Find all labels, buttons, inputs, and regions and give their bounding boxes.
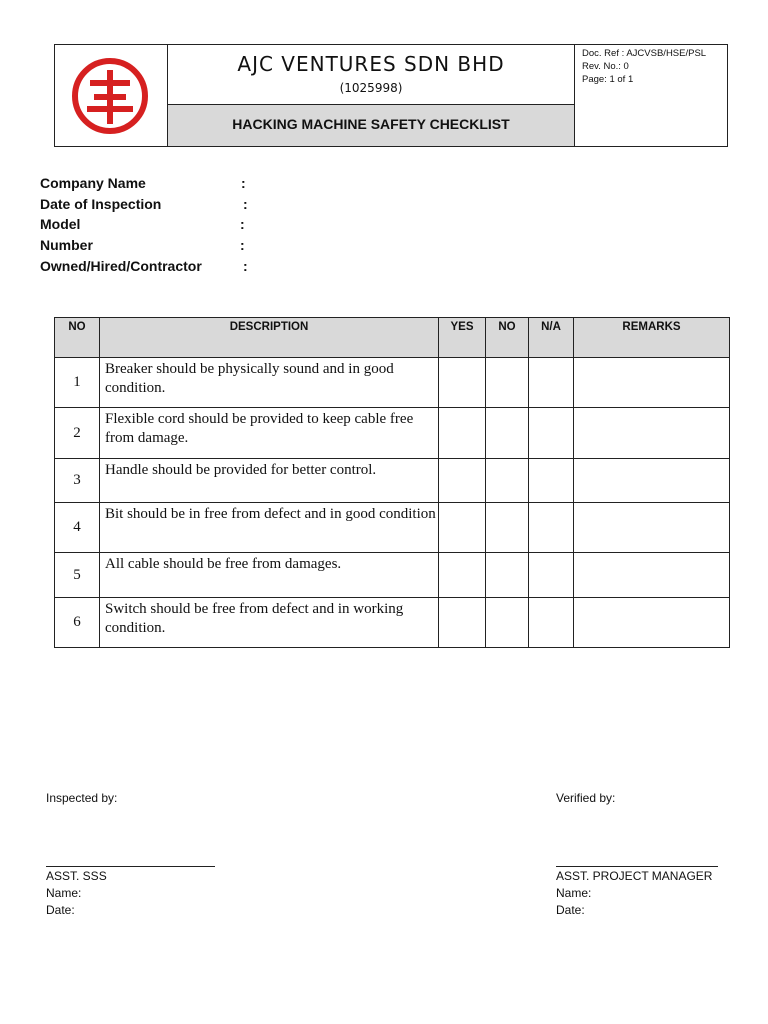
no-cell[interactable] [486, 358, 529, 408]
row-number: 5 [55, 553, 100, 598]
field-number [40, 235, 260, 255]
field-owned-hired-contractor [40, 256, 260, 276]
row-description: Handle should be provided for better control. [100, 459, 439, 503]
inspector-date-label: Date: [46, 903, 75, 917]
checklist-table [54, 317, 730, 648]
document-reference [574, 45, 727, 146]
inspected-by-heading: Inspected by: [46, 791, 118, 805]
table-row [55, 358, 730, 408]
inspector-signature-line [46, 866, 215, 867]
yes-cell[interactable] [439, 503, 486, 553]
verified-by-heading: Verified by: [556, 791, 616, 805]
header-yes: YES [439, 318, 486, 358]
field-label: Owned/Hired/Contractor [40, 258, 202, 274]
yes-cell[interactable] [439, 408, 486, 459]
row-description: Flexible cord should be provided to keep cable free from damage. [100, 408, 439, 459]
row-number: 2 [55, 408, 100, 459]
remarks-cell[interactable] [574, 459, 730, 503]
no-cell[interactable] [486, 553, 529, 598]
row-number: 4 [55, 503, 100, 553]
yes-cell[interactable] [439, 553, 486, 598]
na-cell[interactable] [529, 408, 574, 459]
inspector-block [46, 868, 107, 919]
na-cell[interactable] [529, 459, 574, 503]
no-cell[interactable] [486, 503, 529, 553]
yes-cell[interactable] [439, 598, 486, 648]
field-colon: : [240, 216, 245, 232]
field-label: Model [40, 216, 81, 232]
field-company-name [40, 173, 260, 193]
na-cell[interactable] [529, 503, 574, 553]
na-cell[interactable] [529, 358, 574, 408]
remarks-cell[interactable] [574, 408, 730, 459]
inspector-name-label: Name: [46, 886, 82, 900]
row-number: 6 [55, 598, 100, 648]
row-number: 3 [55, 459, 100, 503]
field-date-of-inspection [40, 194, 260, 214]
table-header-row [55, 318, 730, 358]
row-description: Bit should be in free from defect and in good condition [100, 503, 439, 553]
no-cell[interactable] [486, 408, 529, 459]
table-row [55, 553, 730, 598]
field-colon: : [240, 237, 245, 253]
remarks-cell[interactable] [574, 503, 730, 553]
na-cell[interactable] [529, 553, 574, 598]
verifier-role: ASST. PROJECT MANAGER [556, 869, 713, 883]
remarks-cell[interactable] [574, 358, 730, 408]
inspector-role: ASST. SSS [46, 869, 107, 883]
remarks-cell[interactable] [574, 598, 730, 648]
verifier-signature-line [556, 866, 718, 867]
header-remarks: REMARKS [574, 318, 730, 358]
field-colon: : [243, 258, 248, 274]
field-model [40, 214, 260, 234]
table-row [55, 408, 730, 459]
verifier-name-label: Name: [556, 886, 592, 900]
verifier-date-label: Date: [556, 903, 585, 917]
field-colon: : [243, 196, 248, 212]
header-no-answer: NO [486, 318, 529, 358]
remarks-cell[interactable] [574, 553, 730, 598]
doc-ref: Doc. Ref : AJCVSB/HSE/PSL [582, 48, 707, 59]
company-registration: (1025998) [339, 81, 403, 95]
header-description: DESCRIPTION [100, 318, 439, 358]
row-description: Switch should be free from defect and in working condition. [100, 598, 439, 648]
field-label: Company Name [40, 175, 146, 191]
no-cell[interactable] [486, 598, 529, 648]
na-cell[interactable] [529, 598, 574, 648]
header-no: NO [55, 318, 100, 358]
company-name: AJC VENTURES SDN BHD [237, 52, 505, 76]
field-colon: : [241, 175, 246, 191]
no-cell[interactable] [486, 459, 529, 503]
document-title: HACKING MACHINE SAFETY CHECKLIST [168, 105, 574, 146]
header-na: N/A [529, 318, 574, 358]
page-number: Page: 1 of 1 [582, 74, 634, 85]
yes-cell[interactable] [439, 358, 486, 408]
row-number: 1 [55, 358, 100, 408]
field-label: Date of Inspection [40, 196, 162, 212]
table-row [55, 459, 730, 503]
table-row [55, 503, 730, 553]
row-description: All cable should be free from damages. [100, 553, 439, 598]
document-header [54, 44, 728, 147]
row-description: Breaker should be physically sound and in good condition. [100, 358, 439, 408]
verifier-block [556, 868, 712, 919]
table-row [55, 598, 730, 648]
logo-cell [55, 45, 168, 146]
company-logo-icon [70, 56, 150, 136]
yes-cell[interactable] [439, 459, 486, 503]
company-cell [168, 45, 574, 105]
field-label: Number [40, 237, 93, 253]
rev-no: Rev. No.: 0 [582, 61, 629, 72]
